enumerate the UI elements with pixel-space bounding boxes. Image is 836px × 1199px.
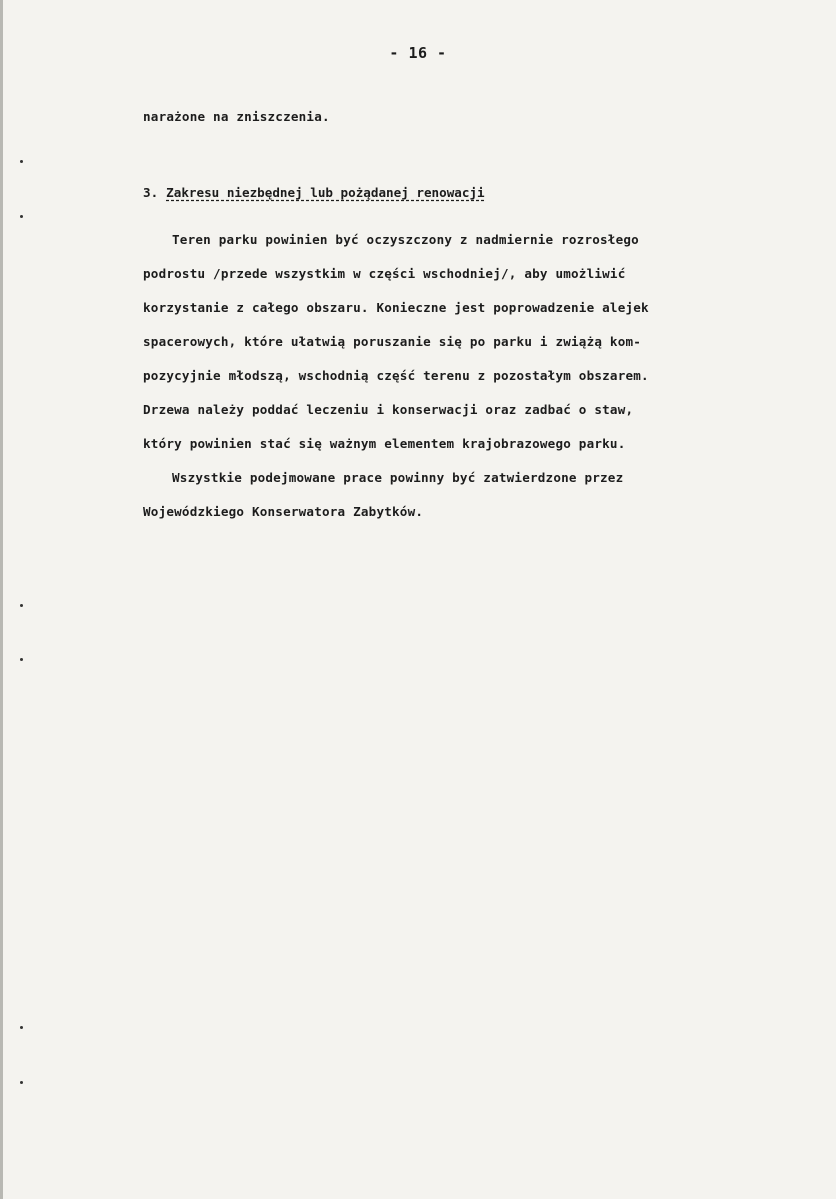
paragraph2-line: Wszystkie podejmowane prace powinny być zatwierdzone przez (172, 470, 624, 485)
margin-mark (20, 1081, 23, 1084)
margin-mark (20, 658, 23, 661)
section-number: 3. (143, 185, 159, 200)
margin-mark (20, 215, 23, 218)
section-heading (143, 185, 485, 200)
scan-border (0, 0, 3, 1199)
paragraph1-line: korzystanie z całego obszaru. Konieczne jest poprowadzenie alejek (143, 300, 649, 315)
page-number: - 16 - (389, 44, 447, 62)
paragraph1-line: Drzewa należy poddać leczeniu i konserwacji oraz zadbać o staw, (143, 402, 634, 417)
section-title: Zakresu niezbędnej lub pożądanej renowacji (166, 185, 485, 200)
intro-line: narażone na zniszczenia. (143, 109, 330, 124)
paragraph1-line: pozycyjnie młodszą, wschodnią część terenu z pozostałym obszarem. (143, 368, 649, 383)
paragraph1-line: spacerowych, które ułatwią poruszanie się po parku i zwiążą kom- (143, 334, 642, 349)
paragraph1-line: Teren parku powinien być oczyszczony z nadmiernie rozrosłego (172, 232, 639, 247)
paragraph1-line: który powinien stać się ważnym elementem krajobrazowego parku. (143, 436, 626, 451)
margin-mark (20, 160, 23, 163)
paragraph1-line: podrostu /przede wszystkim w części wschodniej/, aby umożliwić (143, 266, 626, 281)
margin-mark (20, 1026, 23, 1029)
paragraph2-line: Wojewódzkiego Konserwatora Zabytków. (143, 504, 424, 519)
margin-mark (20, 604, 23, 607)
